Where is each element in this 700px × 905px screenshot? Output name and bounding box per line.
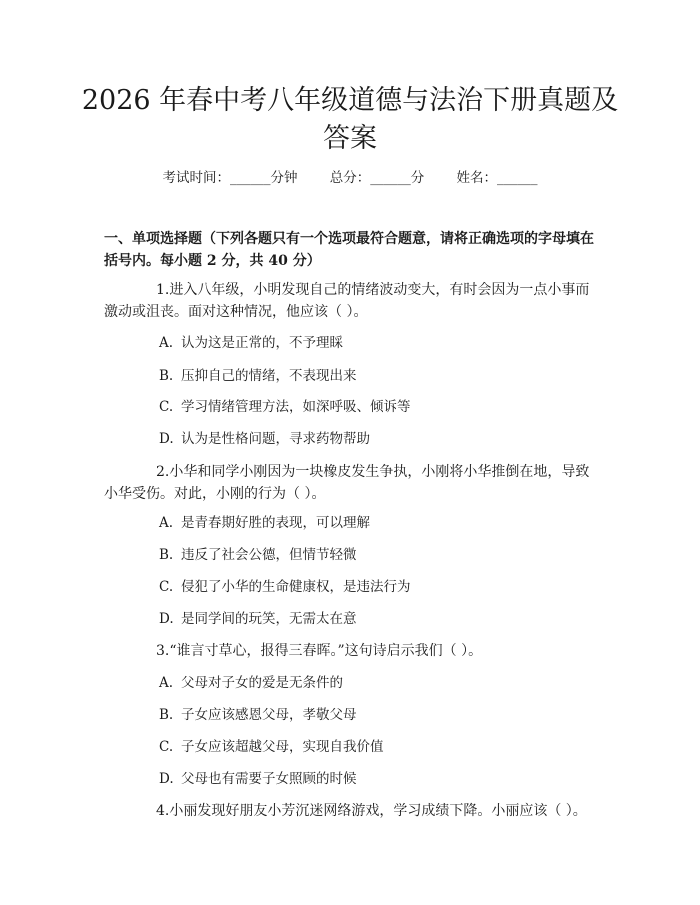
question-number: 1.: [156, 282, 170, 298]
option-1d: [159, 429, 599, 449]
option-letter: D.: [159, 771, 174, 787]
option-text: 侵犯了小华的生命健康权，是违法行为: [181, 579, 411, 595]
option-text: 父母对子女的爱是无条件的: [181, 675, 343, 691]
question-4: [104, 800, 600, 822]
question-stem: [104, 640, 600, 662]
option-text: 认为这是正常的，不予理睬: [181, 335, 343, 351]
option-letter: B.: [159, 368, 174, 384]
question-1: [104, 279, 600, 323]
question-number: 3.: [156, 643, 170, 659]
option-2b: [159, 545, 599, 565]
option-text: 子女应该超越父母，实现自我价值: [181, 739, 384, 755]
option-1a: [159, 333, 599, 353]
section-heading: 一、单项选择题（下列各题只有一个选项最符合题意，请将正确选项的字母填在括号内。每小题 2 分，共 40 分）: [104, 231, 594, 269]
option-letter: C.: [159, 739, 174, 755]
option-text: 违反了社会公德，但情节轻微: [181, 547, 357, 563]
question-text: 进入八年级，小明发现自己的情绪波动变大，有时会因为一点小事而激动或沮丧。面对这种情况，他应该（ ）。: [104, 282, 590, 320]
option-3c: [159, 737, 599, 757]
option-text: 子女应该感恩父母，孝敬父母: [181, 707, 357, 723]
option-letter: B.: [159, 707, 174, 723]
option-letter: C.: [159, 579, 174, 595]
question-text: 小丽发现好朋友小芳沉迷网络游戏，学习成绩下降。小丽应该（ ）。: [169, 803, 587, 819]
option-text: 是同学间的玩笑，无需太在意: [181, 611, 357, 627]
option-letter: A.: [159, 515, 174, 531]
option-1b: [159, 366, 599, 386]
question-stem: [104, 279, 600, 323]
question-number: 2.: [156, 464, 170, 480]
option-letter: A.: [159, 675, 174, 691]
option-2a: [159, 513, 599, 533]
title-line-1: 2026 年春中考八年级道德与法治下册真题及: [81, 85, 619, 116]
option-3a: [159, 673, 599, 693]
option-text: 学习情绪管理方法，如深呼吸、倾诉等: [181, 399, 411, 415]
option-letter: B.: [159, 547, 174, 563]
option-letter: A.: [159, 335, 174, 351]
option-2c: [159, 577, 599, 597]
option-letter: C.: [159, 399, 174, 415]
question-text: 小华和同学小刚因为一块橡皮发生争执，小刚将小华推倒在地，导致小华受伤。对此，小刚的行为（ ）。: [104, 464, 590, 502]
option-letter: D.: [159, 611, 174, 627]
option-letter: D.: [159, 431, 174, 447]
student-name-field: 姓名：______: [456, 170, 538, 186]
exam-meta: [0, 168, 700, 188]
option-2d: [159, 609, 599, 629]
question-stem: [104, 461, 600, 505]
question-3: [104, 640, 600, 662]
option-text: 是青春期好胜的表现，可以理解: [181, 515, 370, 531]
option-text: 父母也有需要子女照顾的时候: [181, 771, 357, 787]
question-text: “谁言寸草心，报得三春晖。”这句诗启示我们（ ）。: [169, 643, 483, 659]
question-number: 4.: [156, 803, 170, 819]
exam-time-field: 考试时间：______分钟: [162, 170, 298, 186]
exam-title: [60, 82, 640, 158]
question-stem: [104, 800, 600, 822]
question-2: [104, 461, 600, 505]
option-text: 压抑自己的情绪，不表现出来: [181, 368, 357, 384]
option-3d: [159, 769, 599, 789]
title-line-2: 答案: [323, 123, 377, 154]
option-3b: [159, 705, 599, 725]
option-1c: [159, 397, 599, 417]
total-score-field: 总分：______分: [329, 170, 425, 186]
option-text: 认为是性格问题，寻求药物帮助: [181, 431, 370, 447]
